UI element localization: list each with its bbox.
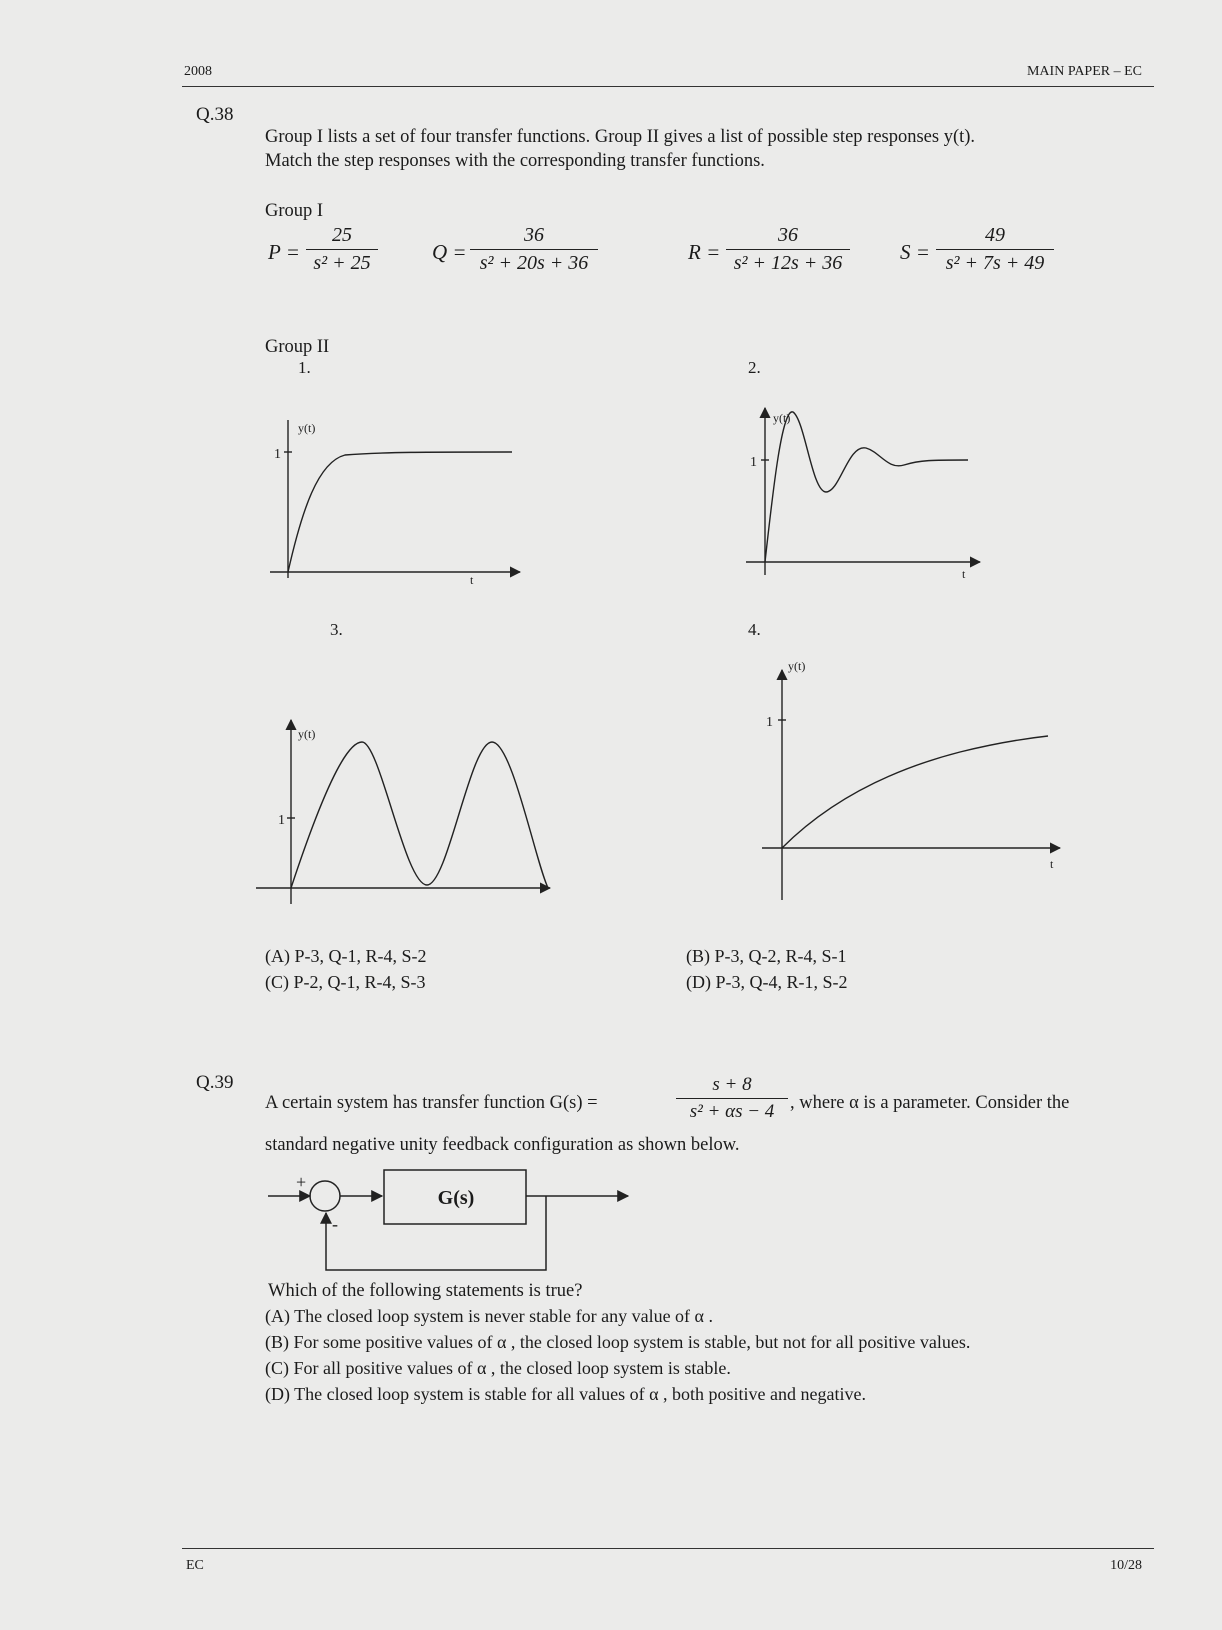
plot1-y-label: y(t) — [298, 421, 316, 435]
group1-label: Group I — [265, 201, 324, 221]
q39-line2: standard negative unity feedback configuration as shown below. — [265, 1135, 740, 1155]
plot4-label: 4. — [748, 620, 761, 639]
plus-sign: + — [296, 1172, 307, 1192]
plot2-y-label: y(t) — [773, 411, 791, 425]
feedback-path — [326, 1196, 546, 1270]
q38-intro-line1: Group I lists a set of four transfer functions. Group II gives a list of possible step responses y(t). — [265, 127, 976, 147]
q39-tf-den: s² + αs − 4 — [689, 1101, 775, 1122]
plot2-tick-label: 1 — [750, 455, 757, 470]
tf-s-name: S = — [900, 240, 930, 264]
tf-p-name: P = — [268, 240, 300, 264]
group2-label: Group II — [265, 337, 330, 357]
q39-text-after: , where α is a parameter. Consider the — [790, 1093, 1070, 1113]
tf-s-den: s² + 7s + 49 — [945, 252, 1045, 274]
plot3-label: 3. — [330, 620, 343, 639]
q39-question: Which of the following statements is true? — [268, 1281, 583, 1301]
summing-junction — [310, 1181, 340, 1211]
tf-p-num: 25 — [332, 224, 352, 246]
q38-option-a[interactable]: (A) P-3, Q-1, R-4, S-2 — [265, 946, 427, 966]
tf-p-den: s² + 25 — [313, 252, 371, 274]
tf-q-num: 36 — [524, 224, 544, 246]
q39-option-c[interactable]: (C) For all positive values of α , the closed loop system is stable. — [265, 1358, 731, 1378]
footer-rule — [182, 1548, 1154, 1549]
q39-option-a[interactable]: (A) The closed loop system is never stable for any value of α . — [265, 1306, 713, 1326]
footer-left: EC — [186, 1558, 204, 1573]
q39-text-before: A certain system has transfer function G(s) = — [265, 1093, 598, 1113]
tf-r-num: 36 — [778, 224, 798, 246]
q38-intro-line2: Match the step responses with the corresponding transfer functions. — [265, 151, 765, 171]
tf-r-name: R = — [688, 240, 721, 264]
g-block-label: G(s) — [437, 1187, 475, 1209]
tf-s-num: 49 — [985, 224, 1005, 246]
plot1-x-label: t — [470, 573, 474, 587]
plot4-y-label: y(t) — [788, 659, 806, 673]
tf-r-den: s² + 12s + 36 — [733, 252, 843, 274]
plot4-tick-label: 1 — [766, 715, 773, 730]
tf-q-name: Q = — [432, 240, 467, 264]
header-year: 2008 — [184, 64, 212, 79]
footer-right: 10/28 — [1110, 1558, 1142, 1573]
tf-q-den: s² + 20s + 36 — [479, 252, 589, 274]
plot1-label: 1. — [298, 358, 311, 377]
q38-option-b[interactable]: (B) P-3, Q-2, R-4, S-1 — [686, 946, 847, 966]
q38-option-c[interactable]: (C) P-2, Q-1, R-4, S-3 — [265, 972, 426, 992]
plot1-tick-label: 1 — [274, 447, 281, 462]
minus-sign: - — [332, 1214, 338, 1234]
plot2-x-label: t — [962, 567, 966, 581]
plot3-y-label: y(t) — [298, 727, 316, 741]
plot2-label: 2. — [748, 358, 761, 377]
plot3-tick-label: 1 — [278, 813, 285, 828]
q38-number: Q.38 — [196, 104, 234, 125]
plot4-x-label: t — [1050, 857, 1054, 871]
q39-tf-num: s + 8 — [712, 1074, 752, 1095]
q39-option-d[interactable]: (D) The closed loop system is stable for all values of α , both positive and negative. — [265, 1384, 866, 1404]
q39-option-b[interactable]: (B) For some positive values of α , the closed loop system is stable, but not for all positive values. — [265, 1332, 971, 1352]
header-paper: MAIN PAPER – EC — [1026, 64, 1142, 79]
q38-option-d[interactable]: (D) P-3, Q-4, R-1, S-2 — [686, 972, 848, 992]
q39-number: Q.39 — [196, 1072, 234, 1093]
